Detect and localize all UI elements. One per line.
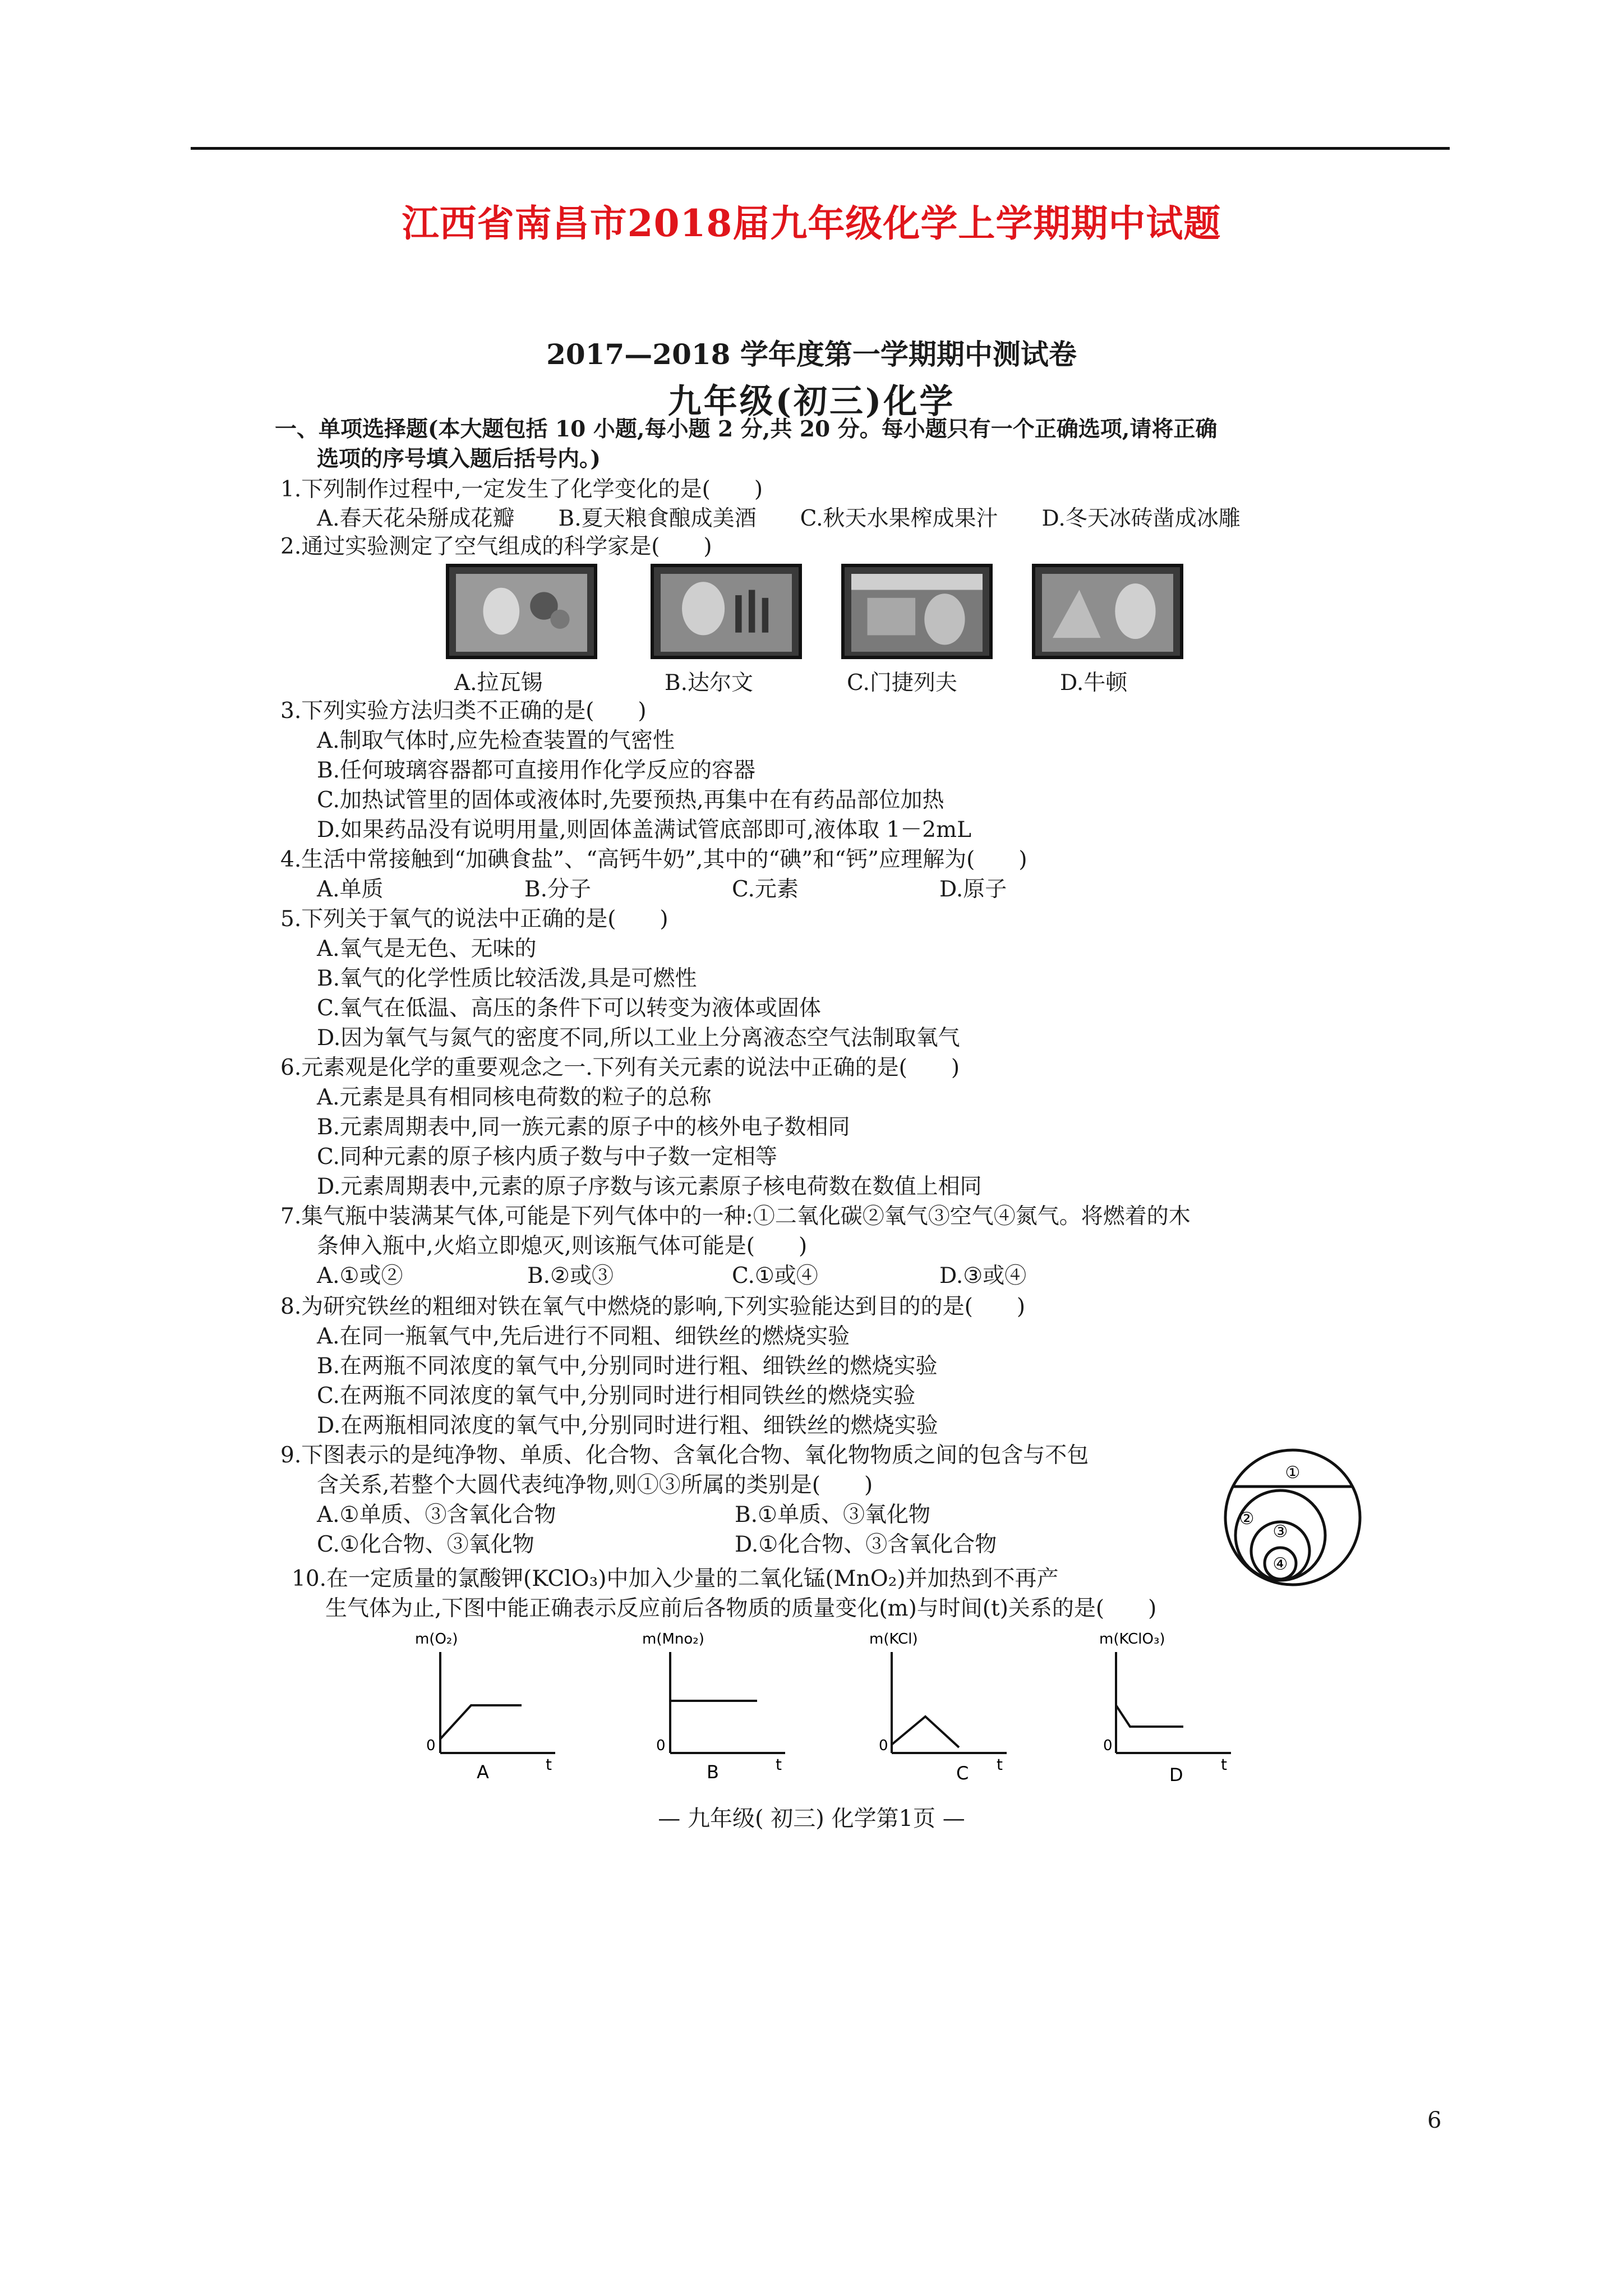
question-8-stem: 8.为研究铁丝的粗细对铁在氧气中燃烧的影响,下列实验能达到目的的是( ) xyxy=(280,1294,1026,1319)
question-9-option-b: B.①单质、③氧化物 xyxy=(735,1502,931,1527)
question-7-option-a: A.①或② xyxy=(317,1263,403,1289)
question-2-option-a: A.拉瓦锡 xyxy=(454,670,543,696)
graph-d-xlabel: t xyxy=(1221,1755,1227,1774)
question-6-option-a: A.元素是具有相同核电荷数的粒子的总称 xyxy=(317,1085,712,1110)
question-8-option-c: C.在两瓶不同浓度的氧气中,分别同时进行相同铁丝的燃烧实验 xyxy=(317,1383,916,1409)
question-3-stem: 3.下列实验方法归类不正确的是( ) xyxy=(280,698,647,724)
question-2-option-d: D.牛顿 xyxy=(1060,670,1128,696)
page-footer: — 九年级( 初三) 化学第1页 — xyxy=(658,1806,965,1832)
question-9-option-c: C.①化合物、③氧化物 xyxy=(317,1532,534,1557)
question-10-stem: 10.在一定质量的氯酸钾(KClO₃)中加入少量的二氧化锰(MnO₂)并加热到不再产 xyxy=(292,1566,1059,1591)
question-4-option-d: D.原子 xyxy=(939,877,1007,902)
question-5-option-b: B.氧气的化学性质比较活泼,具是可燃性 xyxy=(317,966,697,991)
graph-b-ylabel: m(Mno₂) xyxy=(642,1631,704,1648)
question-9-stem-cont: 含关系,若整个大圆代表纯净物,则①③所属的类别是( ) xyxy=(317,1473,873,1498)
mendeleev-portrait xyxy=(851,574,983,652)
graph-a-origin: 0 xyxy=(426,1737,436,1754)
question-8-option-b: B.在两瓶不同浓度的氧气中,分别同时进行粗、细铁丝的燃烧实验 xyxy=(317,1354,938,1379)
graph-d xyxy=(1096,1627,1265,1784)
question-9-option-d: D.①化合物、③含氧化合物 xyxy=(735,1532,997,1557)
question-6-option-c: C.同种元素的原子核内质子数与中子数一定相等 xyxy=(317,1144,777,1170)
question-3-option-b: B.任何玻璃容器都可直接用作化学反应的容器 xyxy=(317,758,756,783)
graph-d-letter: D xyxy=(1169,1764,1183,1784)
document-title: 江西省南昌市2018届九年级化学上学期期中试题 xyxy=(402,201,1221,245)
lavoisier-portrait xyxy=(456,574,587,652)
stamp-lavoisier-image xyxy=(446,564,597,659)
graph-a xyxy=(409,1627,578,1784)
question-5-option-a: A.氧气是无色、无味的 xyxy=(317,936,537,961)
question-3-option-d: D.如果药品没有说明用量,则固体盖满试管底部即可,液体取 1－2mL xyxy=(317,817,971,843)
section-heading-cont: 选项的序号填入题后括号内。) xyxy=(317,446,601,472)
graph-d-ylabel: m(KClO₃) xyxy=(1099,1631,1165,1648)
inclusion-circle-diagram xyxy=(1214,1444,1371,1590)
graph-a-letter: A xyxy=(477,1761,489,1783)
question-10-stem-cont: 生气体为止,下图中能正确表示反应前后各物质的质量变化(m)与时间(t)关系的是( ) xyxy=(325,1596,1157,1621)
question-5-option-d: D.因为氧气与氮气的密度不同,所以工业上分离液态空气法制取氧气 xyxy=(317,1025,960,1051)
question-7-option-b: B.②或③ xyxy=(527,1263,614,1289)
question-1-options: A.春天花朵掰成花瓣 B.夏天粮食酿成美酒 C.秋天水果榨成果汁 D.冬天冰砖凿成冰雕 xyxy=(317,506,1241,531)
question-5-option-c: C.氧气在低温、高压的条件下可以转变为液体或固体 xyxy=(317,996,821,1021)
graph-d-origin: 0 xyxy=(1103,1737,1113,1754)
question-4-option-c: C.元素 xyxy=(732,877,799,902)
stamp-newton-image xyxy=(1032,564,1183,659)
graph-c-letter: C xyxy=(956,1763,969,1784)
exam-subtitle: 九年级(初三)化学 xyxy=(667,382,956,421)
graph-c-xlabel: t xyxy=(997,1755,1003,1774)
question-8-option-d: D.在两瓶相同浓度的氧气中,分别同时进行粗、细铁丝的燃烧实验 xyxy=(317,1413,938,1438)
question-6-stem: 6.元素观是化学的重要观念之一.下列有关元素的说法中正确的是( ) xyxy=(280,1055,960,1080)
question-5-stem: 5.下列关于氧气的说法中正确的是( ) xyxy=(280,907,668,932)
question-2-option-b: B.达尔文 xyxy=(665,670,754,696)
graph-b-letter: B xyxy=(707,1761,719,1783)
question-8-option-a: A.在同一瓶氧气中,先后进行不同粗、细铁丝的燃烧实验 xyxy=(317,1324,850,1349)
graph-c-origin: 0 xyxy=(879,1737,888,1754)
question-9-stem: 9.下图表示的是纯净物、单质、化合物、含氧化合物、氧化物物质之间的包含与不包 xyxy=(280,1443,1089,1468)
label-2: ② xyxy=(1239,1509,1255,1529)
graph-a-ylabel: m(O₂) xyxy=(415,1631,458,1648)
stamp-darwin-image xyxy=(651,564,802,659)
page-number: 6 xyxy=(1427,2108,1442,2133)
graph-c-ylabel: m(KCl) xyxy=(869,1631,918,1648)
graph-b-xlabel: t xyxy=(776,1755,782,1774)
question-4-stem: 4.生活中常接触到“加碘食盐”、“高钙牛奶”,其中的“碘”和“钙”应理解为( ) xyxy=(280,847,1027,872)
question-6-option-b: B.元素周期表中,同一族元素的原子中的核外电子数相同 xyxy=(317,1115,850,1140)
question-2-stem: 2.通过实验测定了空气组成的科学家是( ) xyxy=(280,534,712,559)
stamp-mendeleev-image xyxy=(841,564,993,659)
question-4-option-a: A.单质 xyxy=(317,877,384,902)
question-7-stem-cont: 条伸入瓶中,火焰立即熄灭,则该瓶气体可能是( ) xyxy=(317,1234,808,1259)
graph-d-curve xyxy=(1116,1705,1183,1727)
graph-c-curve xyxy=(892,1717,959,1747)
graph-a-xlabel: t xyxy=(546,1755,552,1774)
label-3: ③ xyxy=(1272,1522,1288,1542)
graph-a-curve xyxy=(440,1705,522,1739)
newton-portrait xyxy=(1042,574,1173,652)
question-3-option-a: A.制取气体时,应先检查装置的气密性 xyxy=(317,728,675,753)
question-3-option-c: C.加热试管里的固体或液体时,先要预热,再集中在有药品部位加热 xyxy=(317,788,944,813)
question-2-option-c: C.门捷列夫 xyxy=(847,670,957,696)
question-7-option-d: D.③或④ xyxy=(939,1263,1027,1289)
question-1-stem: 1.下列制作过程中,一定发生了化学变化的是( ) xyxy=(280,477,763,502)
question-6-option-d: D.元素周期表中,元素的原子序数与该元素原子核电荷数在数值上相同 xyxy=(317,1174,982,1199)
section-heading: 一、单项选择题(本大题包括 10 小题,每小题 2 分,共 20 分。每小题只有一个正确选项,请将正确 xyxy=(275,416,1218,442)
graph-b xyxy=(639,1627,808,1784)
label-4: ④ xyxy=(1272,1554,1288,1574)
question-4-option-b: B.分子 xyxy=(524,877,592,902)
darwin-portrait xyxy=(661,574,792,652)
exam-title: 2017—2018 学年度第一学期期中测试卷 xyxy=(546,338,1077,371)
question-9-option-a: A.①单质、③含氧化合物 xyxy=(317,1502,556,1527)
top-rule xyxy=(191,147,1450,150)
question-7-option-c: C.①或④ xyxy=(732,1263,818,1289)
graph-b-origin: 0 xyxy=(656,1737,666,1754)
graph-c xyxy=(866,1627,1035,1784)
question-7-stem: 7.集气瓶中装满某气体,可能是下列气体中的一种:①二氧化碳②氧气③空气④氮气。将燃着的木 xyxy=(280,1204,1191,1229)
label-1: ① xyxy=(1285,1463,1301,1483)
